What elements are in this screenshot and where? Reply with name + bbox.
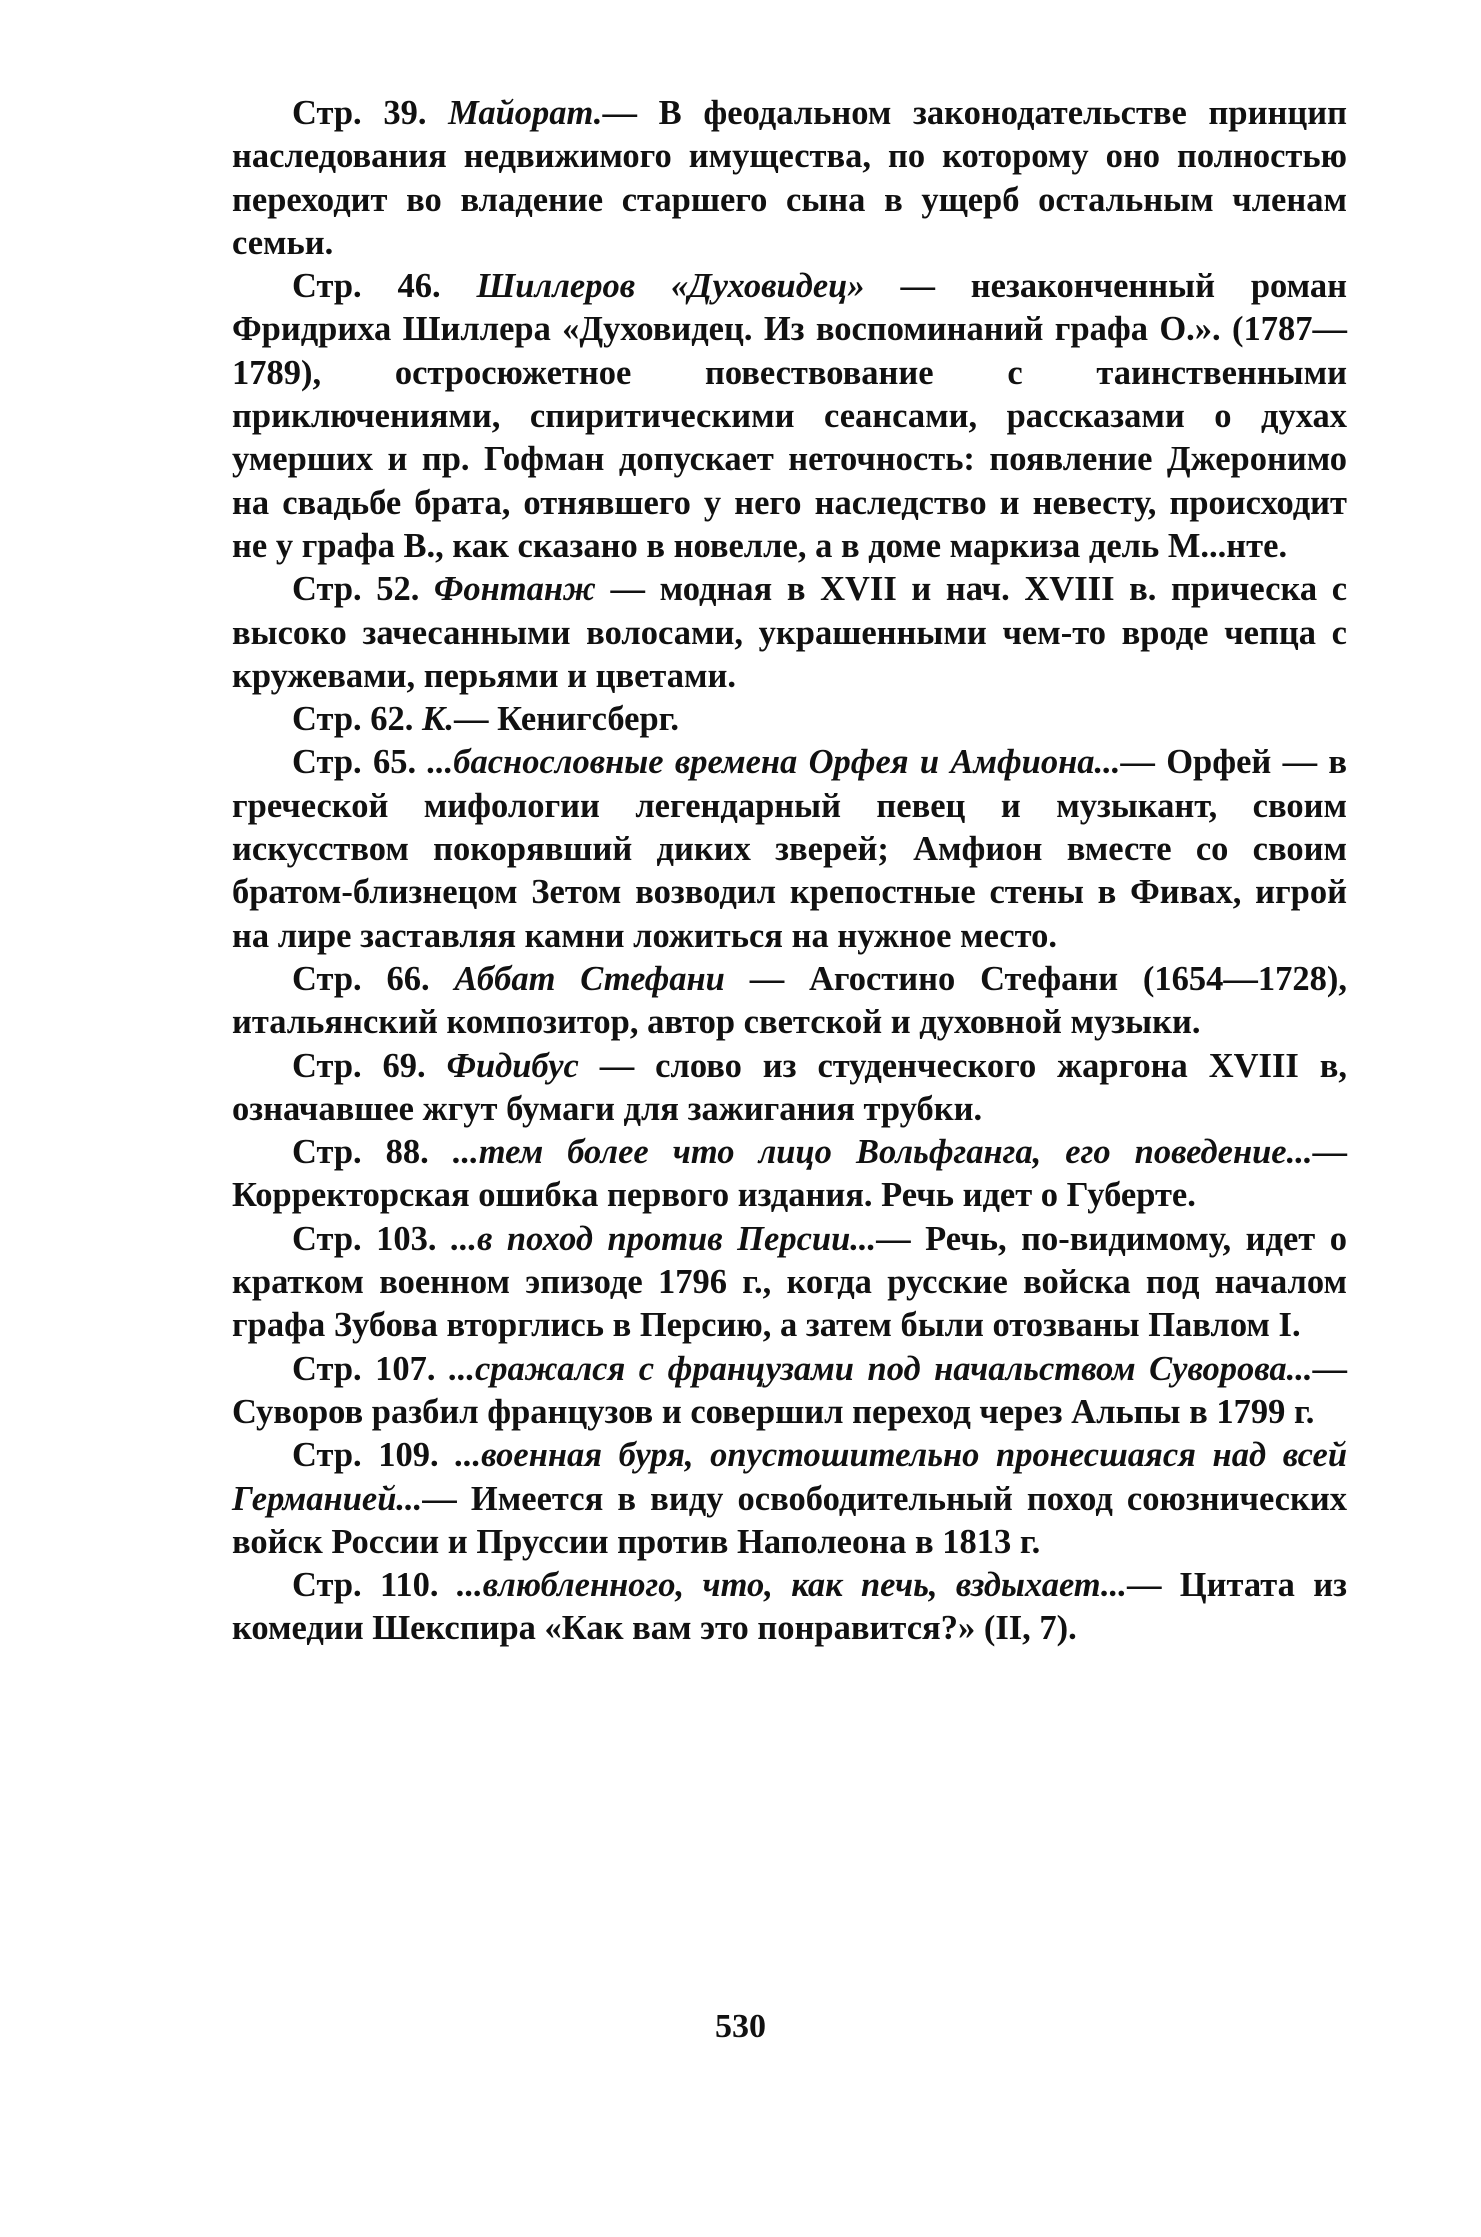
note-p46 xyxy=(232,265,1347,568)
note-p88 xyxy=(232,1131,1347,1218)
note-p69 xyxy=(232,1045,1347,1132)
note-term: ...сражался с французами под начальством Суворова... xyxy=(449,1349,1313,1388)
note-p110 xyxy=(232,1564,1347,1651)
note-term: ...в поход против Персии... xyxy=(451,1219,877,1258)
note-ref: Стр. 62. xyxy=(292,700,414,739)
note-ref: Стр. 109. xyxy=(292,1436,439,1475)
note-p66 xyxy=(232,958,1347,1045)
note-term: Фидибус xyxy=(446,1046,579,1085)
note-term: ...влюбленного, что, как печь, вздыхает... xyxy=(456,1566,1127,1605)
note-p62 xyxy=(232,698,1347,741)
note-term: ...тем более что лицо Вольфганга, его поведение... xyxy=(452,1133,1313,1172)
note-ref: Стр. 110. xyxy=(292,1566,439,1605)
note-p65 xyxy=(232,741,1347,957)
note-text: — Корректорская ошибка первого издания. Речь идет о Губерте. xyxy=(232,1133,1347,1215)
note-term: Шиллеров «Духовидец» xyxy=(476,267,865,306)
note-text: — слово из студенческого жаргона XVIII в, означавшее жгут бумаги для зажигания трубки. xyxy=(232,1046,1347,1128)
note-p39 xyxy=(232,92,1347,265)
note-text: — В феодальном законодательстве принцип наследования недвижимого имущества, по которому оно полностью переходит во владение старшего сына в ущерб остальным членам семьи. xyxy=(232,94,1348,262)
note-term: ...баснословные времена Орфея и Амфиона... xyxy=(427,743,1121,782)
note-term: Майорат. xyxy=(448,94,603,132)
note-text: — Речь, по-видимому, идет о кратком военном эпизоде 1796 г., когда русские войска под началом графа Зубова вторглись в Персию, а затем были отозваны Павлом I. xyxy=(232,1219,1348,1345)
note-ref: Стр. 52. xyxy=(292,570,420,609)
note-p103 xyxy=(232,1218,1347,1348)
note-ref: Стр. 46. xyxy=(292,267,441,306)
note-ref: Стр. 65. xyxy=(292,743,417,782)
note-ref: Стр. 88. xyxy=(292,1133,429,1172)
note-term: Аббат Стефани xyxy=(454,959,725,998)
note-ref: Стр. 103. xyxy=(292,1219,437,1258)
note-text: — Имеется в виду освободительный поход союзнических войск России и Пруссии против Наполеона в 1813 г. xyxy=(232,1479,1347,1561)
notes-column xyxy=(232,92,1347,1651)
note-term: Фонтанж xyxy=(434,570,596,609)
note-p107 xyxy=(232,1348,1347,1435)
note-ref: Стр. 39. xyxy=(292,94,427,132)
note-term: К. xyxy=(422,700,455,739)
note-text: — Кенигсберг. xyxy=(454,700,680,739)
note-text: — незаконченный роман Фридриха Шиллера «Духовидец. Из воспоминаний графа О.». (1787—1789), остросюжетное повествование с таинственными приключениями, спиритическими сеансами, рассказами о духах умерших и пр. Гофман допускает неточность: появление Джеронимо на свадьбе брата, отнявшего у него наследство и невесту, происходит не у графа В., как сказано в новелле, а в доме маркиза дель М...нте. xyxy=(232,267,1348,565)
note-term: ...военная буря, опустошительно пронесшаяся над всей Германией... xyxy=(232,1436,1348,1518)
note-text: — Орфей — в греческой мифологии легендарный певец и музыкант, своим искусством покорявший диких зверей; Амфион вместе со своим братом-близнецом Зетом возводил крепостные стены в Фивах, игрой на лире заставляя камни ложиться на нужное место. xyxy=(232,743,1348,955)
note-ref: Стр. 66. xyxy=(292,959,430,998)
note-text: — Суворов разбил французов и совершил переход через Альпы в 1799 г. xyxy=(232,1349,1347,1431)
page-number: 530 xyxy=(715,2008,766,2045)
note-text: — Агостино Стефани (1654—1728), итальянский композитор, автор светской и духовной музыки. xyxy=(232,959,1348,1042)
note-ref: Стр. 107. xyxy=(292,1349,436,1388)
note-text: — Цитата из комедии Шекспира «Как вам это понравится?» (II, 7). xyxy=(232,1566,1347,1648)
note-text: — модная в XVII и нач. XVIII в. прическа с высоко зачесанными волосами, украшенными чем-то вроде чепца с кружевами, перьями и цветами. xyxy=(232,570,1348,695)
note-ref: Стр. 69. xyxy=(292,1046,426,1085)
note-p109 xyxy=(232,1434,1347,1564)
note-p52 xyxy=(232,568,1347,698)
